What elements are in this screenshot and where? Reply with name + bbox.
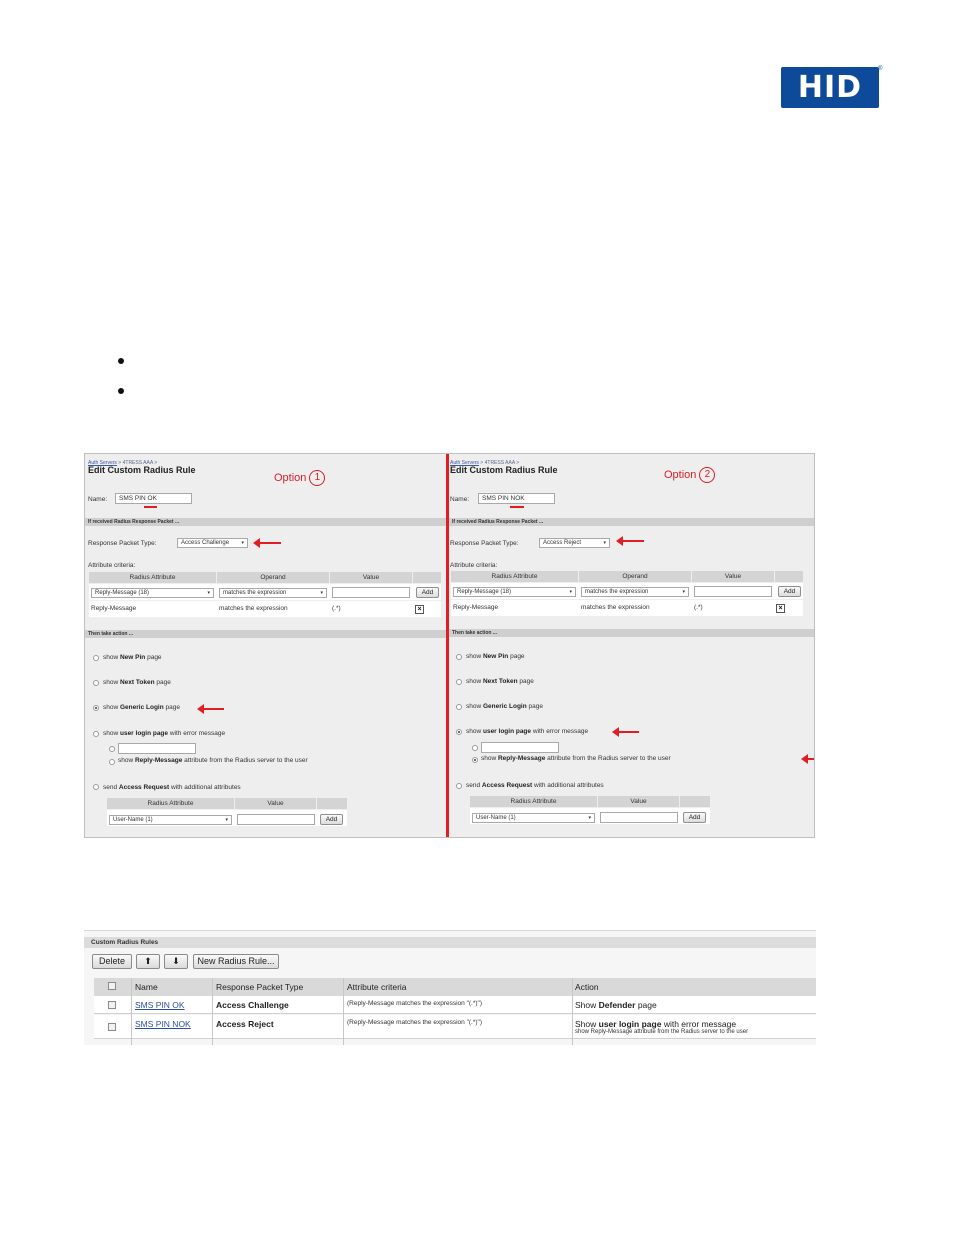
option-2-pane (449, 454, 815, 837)
remove-row-icon[interactable]: × (415, 605, 424, 614)
action-next-token: show Next Token page (103, 679, 171, 686)
custom-radius-rules-screenshot (84, 930, 816, 1045)
col-attribute-criteria: Attribute criteria (347, 982, 407, 992)
row-value: (.*) (694, 604, 703, 611)
breadcrumb-link[interactable]: Auth Servers (88, 460, 117, 466)
value-input[interactable] (332, 587, 410, 598)
breadcrumb: Auth Servers > 4TRESS AAA > (88, 460, 158, 466)
col-response-packet-type: Response Packet Type (216, 982, 304, 992)
radio-user-login[interactable] (456, 729, 462, 735)
chevron-down-icon: ▾ (603, 540, 606, 546)
rule-name-link[interactable]: SMS PIN OK (135, 1000, 185, 1010)
action-generic-login: show Generic Login page (466, 703, 543, 710)
received-band: If received Radius Response Packet ... (85, 518, 446, 526)
arrow-packet-type (622, 540, 644, 542)
chevron-down-icon: ▾ (320, 590, 323, 596)
col-name: Name (135, 982, 158, 992)
action-generic-login: show Generic Login page (103, 704, 180, 711)
radio-new-pin[interactable] (93, 655, 99, 661)
action-user-login: show user login page with error message (466, 728, 589, 735)
row-value: (.*) (332, 605, 341, 612)
arrow-generic-login (203, 708, 224, 710)
col-operand: Operand (217, 572, 329, 583)
radio-user-login[interactable] (93, 731, 99, 737)
operand-select[interactable]: matches the expression ▾ (581, 587, 689, 597)
attr-criteria-label: Attribute criteria: (88, 562, 136, 569)
chevron-down-icon: ▾ (225, 817, 228, 823)
name-highlight (510, 506, 524, 508)
sub-col-action (317, 798, 347, 809)
col-value: Value (330, 572, 412, 583)
col-action: Action (575, 982, 599, 992)
chevron-down-icon: ▾ (241, 540, 244, 546)
sub-col-action (680, 796, 710, 807)
delete-button[interactable]: Delete (92, 954, 132, 969)
column-divider (572, 978, 573, 1045)
row-operand: matches the expression (581, 604, 650, 611)
radio-generic-login[interactable] (93, 705, 99, 711)
rule-name-link[interactable]: SMS PIN NOK (135, 1019, 191, 1029)
action-new-pin: show New Pin page (466, 653, 525, 660)
rules-band: Custom Radius Rules (84, 937, 816, 948)
add-criteria-button[interactable]: Add (778, 586, 801, 597)
sub-add-button[interactable]: Add (320, 814, 343, 825)
arrow-user-login (618, 731, 639, 733)
radio-send-access-request[interactable] (456, 783, 462, 789)
col-action (775, 571, 803, 582)
row-checkbox[interactable] (108, 1001, 116, 1009)
select-all-checkbox[interactable] (108, 982, 116, 990)
radio-next-token[interactable] (456, 679, 462, 685)
sub-col-attribute: Radius Attribute (470, 796, 597, 807)
radio-custom-message[interactable] (472, 745, 478, 751)
arrow-reply-message (807, 758, 815, 760)
custom-message-input[interactable] (118, 743, 196, 754)
registered-mark: ® (878, 66, 883, 72)
sub-col-value: Value (598, 796, 679, 807)
col-value: Value (692, 571, 774, 582)
rule-action: Show Defender page (575, 1000, 657, 1010)
column-divider (343, 978, 344, 1045)
value-input[interactable] (694, 586, 772, 597)
name-input[interactable]: SMS PIN NOK (478, 493, 555, 504)
col-action (413, 572, 441, 583)
received-band: If received Radius Response Packet ... (449, 518, 815, 526)
action-send-access-request: send Access Request with additional attributes (466, 782, 604, 789)
radio-reply-message[interactable] (109, 759, 115, 765)
row-attribute: Reply-Message (91, 605, 137, 612)
rule-action-detail: show Reply-Message attribute from the Radius server to the user (575, 1029, 749, 1035)
sub-value-input[interactable] (237, 814, 315, 825)
new-radius-rule-button[interactable]: New Radius Rule... (193, 954, 279, 969)
action-new-pin: show New Pin page (103, 654, 162, 661)
radio-generic-login[interactable] (456, 704, 462, 710)
column-divider (131, 978, 132, 1045)
action-send-access-request: send Access Request with additional attributes (103, 784, 241, 791)
action-next-token: show Next Token page (466, 678, 534, 685)
packet-type-label: Response Packet Type: (450, 540, 519, 547)
action-user-login: show user login page with error message (103, 730, 226, 737)
edit-rule-screenshots (84, 453, 815, 838)
option-label: Option 1 (274, 470, 325, 486)
name-label: Name: (450, 496, 470, 503)
arrow-packet-type (259, 542, 281, 544)
col-radius-attribute: Radius Attribute (89, 572, 216, 583)
radio-send-access-request[interactable] (93, 784, 99, 790)
col-radius-attribute: Radius Attribute (451, 571, 578, 582)
action-band: Then take action ... (449, 629, 815, 637)
add-criteria-button[interactable]: Add (416, 587, 439, 598)
bullet-1 (118, 358, 124, 364)
chevron-down-icon: ▾ (207, 590, 210, 596)
attribute-select[interactable]: Reply-Message (18) ▾ (453, 587, 576, 597)
sub-attribute-select[interactable]: User-Name (1) ▾ (472, 813, 595, 823)
chevron-down-icon: ▾ (569, 589, 572, 595)
action-band: Then take action ... (85, 630, 446, 638)
radio-custom-message[interactable] (109, 746, 115, 752)
chevron-down-icon: ▾ (588, 815, 591, 821)
sub-value-input[interactable] (600, 812, 678, 823)
action-reply-message: show Reply-Message attribute from the Radius server to the user (481, 755, 671, 762)
move-up-icon[interactable]: ⬆ (136, 954, 160, 969)
row-checkbox[interactable] (108, 1023, 116, 1031)
move-down-icon[interactable]: ⬇ (164, 954, 188, 969)
name-highlight (144, 506, 157, 508)
chevron-down-icon: ▾ (682, 589, 685, 595)
page-title: Edit Custom Radius Rule (88, 465, 196, 475)
table-header (94, 978, 816, 996)
option-1-pane (85, 454, 446, 837)
packet-type-select[interactable]: Access Challenge ▾ (177, 538, 248, 548)
row-operand: matches the expression (219, 605, 288, 612)
column-divider (212, 978, 213, 1045)
packet-type-label: Response Packet Type: (88, 540, 157, 547)
col-operand: Operand (579, 571, 691, 582)
page-title: Edit Custom Radius Rule (450, 465, 558, 475)
hid-logo (781, 67, 879, 108)
name-label: Name: (88, 496, 108, 503)
logo-text: HID (797, 69, 863, 105)
breadcrumb-link[interactable]: Auth Servers (450, 460, 479, 466)
action-reply-message: show Reply-Message attribute from the Radius server to the user (118, 757, 308, 764)
option-label: Option 2 (664, 467, 715, 483)
radio-reply-message[interactable] (472, 757, 478, 763)
attribute-select[interactable]: Reply-Message (18) ▾ (91, 588, 214, 598)
sub-attribute-select[interactable]: User-Name (1) ▾ (109, 815, 232, 825)
breadcrumb: Auth Servers > 4TRESS AAA > (450, 460, 520, 466)
rule-criteria: (Reply-Message matches the expression "(.*)") (347, 1000, 483, 1007)
attr-criteria-label: Attribute criteria: (450, 562, 498, 569)
operand-select[interactable]: matches the expression ▾ (219, 588, 327, 598)
radio-new-pin[interactable] (456, 654, 462, 660)
sub-add-button[interactable]: Add (683, 812, 706, 823)
packet-type-select[interactable]: Access Reject ▾ (539, 538, 610, 548)
sub-col-value: Value (235, 798, 316, 809)
row-attribute: Reply-Message (453, 604, 499, 611)
rule-type: Access Reject (216, 1019, 274, 1029)
custom-message-input[interactable] (481, 742, 559, 753)
rule-action: Show user login page with error message (575, 1019, 737, 1029)
rule-type: Access Challenge (216, 1000, 289, 1010)
radio-next-token[interactable] (93, 680, 99, 686)
name-input[interactable]: SMS PIN OK (115, 493, 192, 504)
bullet-2 (118, 388, 124, 394)
sub-col-attribute: Radius Attribute (107, 798, 234, 809)
rule-criteria: (Reply-Message matches the expression "(.*)") (347, 1019, 483, 1026)
remove-row-icon[interactable]: × (776, 604, 785, 613)
